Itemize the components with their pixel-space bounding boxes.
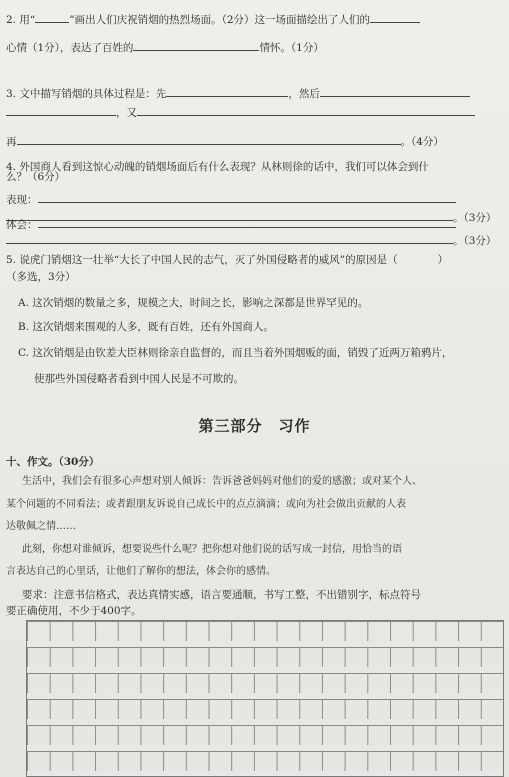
q5-option-c[interactable]: C. 这次销烟是由钦差大臣林则徐亲自监督的，而且当着外国烟贩的面，销毁了近两万箱鸦片， (18, 347, 453, 359)
q3-blank-first[interactable] (166, 86, 288, 97)
q4-blank-feeling[interactable] (38, 217, 456, 228)
q4-line-1: 4. 外国商人看到这惊心动魄的销烟场面后有什么表现？从林则徐的话中，我们可以体会到什 (6, 161, 429, 173)
q3-blank-second[interactable] (6, 105, 116, 116)
q2-text-d: 情怀。（1分） (259, 42, 324, 54)
q4-label-feeling: 体会： (6, 219, 38, 231)
q3-blank-finally[interactable] (17, 134, 401, 145)
essay-prompt-1-line-3: 达敬佩之情…… (6, 521, 76, 532)
q3-text-b: ，然后 (288, 88, 320, 100)
q5-option-b[interactable]: B. 这次销烟来围观的人多，既有百姓，还有外国商人。 (18, 321, 274, 333)
essay-requirements-line-1: 要求：注意书信格式，表达真情实感，语言要通顺，书写工整，不出错别字，标点符号 (22, 589, 421, 601)
essay-prompt-1-line-2: 某个问题的不同看法；或者跟朋友诉说自己成长中的点点滴滴；或向为社会做出贡献的人表 (6, 499, 406, 510)
q3-blank-also[interactable] (137, 105, 475, 116)
q3-line-1 (6, 86, 470, 101)
essay-prompt-1-line-1: 生活中，我们会有很多心声想对别人倾诉：告诉爸爸妈妈对他们的爱的感激；或对某个人、 (22, 476, 422, 487)
essay-requirements-line-2: 要正确使用，不少于400字。 (6, 605, 142, 617)
grid-row-gap (27, 771, 503, 777)
grid-row-gap (27, 745, 503, 751)
q5-type: （多选，3分） (6, 271, 76, 283)
q2-blank-feeling[interactable] (370, 12, 420, 23)
q5-paren-close: ） (437, 254, 449, 266)
q4-score-a: 。（3分） (453, 212, 497, 224)
grid-row-gap (27, 641, 503, 647)
grid-row-gap (27, 719, 503, 725)
q2-blank-symbol[interactable] (35, 12, 69, 23)
q4-answer-feeling-2 (6, 233, 496, 248)
grid-row-gap (27, 693, 503, 699)
q3-text-e: 。（4分） (400, 136, 444, 148)
q3-line-3 (6, 134, 444, 149)
q3-text-a: 3. 文中描写销烟的具体过程是：先 (6, 88, 167, 100)
q5-option-c-cont: 使那些外国侵略者看到中国人民是不可欺的。 (34, 373, 244, 385)
q3-blank-then[interactable] (320, 86, 470, 97)
q4-blank-feeling-2[interactable] (6, 233, 453, 244)
essay-heading: 十、作文。（30分） (6, 456, 100, 468)
q2-line-1 (6, 12, 420, 27)
essay-prompt-2-line-1: 此刻，你想对谁倾诉，想要说些什么呢？把你想对他们说的话写成一封信，用恰当的语 (22, 544, 402, 555)
q3-text-c: ，又 (116, 107, 137, 119)
q4-label-performance: 表现： (6, 194, 38, 206)
q3-text-d: 再 (6, 136, 17, 148)
q4-answer-feeling (6, 217, 456, 232)
writing-grid[interactable] (26, 620, 504, 777)
q5-stem-text: 5. 说虎门销烟这一壮举“大长了中国人民的志气，灭了外国侵略者的威风”的原因是（ (6, 254, 398, 266)
section-title: 第三部分 习作 (198, 417, 311, 435)
q4-score-b: 。（3分） (453, 235, 497, 247)
q2-text-b: ”画出人们庆祝销烟的热烈场面。（2分）这一场面描绘出了人们的 (69, 14, 371, 26)
q4-line-2: 么？（6分） (6, 171, 66, 183)
q2-blank-sentiment[interactable] (133, 40, 259, 51)
essay-prompt-2-line-2: 言表达自己的心里话，让他们了解你的想法，体会你的感情。 (6, 566, 276, 577)
q4-answer-performance (6, 192, 456, 207)
q5-option-a[interactable]: A. 这次销烟的数量之多，规模之大，时间之长，影响之深都是世界罕见的。 (18, 297, 369, 309)
q2-text-c: 心情（1分），表达了百姓的 (6, 42, 134, 54)
q2-text-a: 2. 用“ (6, 14, 36, 26)
q5-stem (6, 253, 448, 267)
grid-row-gap (27, 667, 503, 673)
q4-blank-performance[interactable] (38, 192, 456, 203)
q3-line-2 (6, 105, 475, 120)
q2-line-2 (6, 40, 324, 55)
